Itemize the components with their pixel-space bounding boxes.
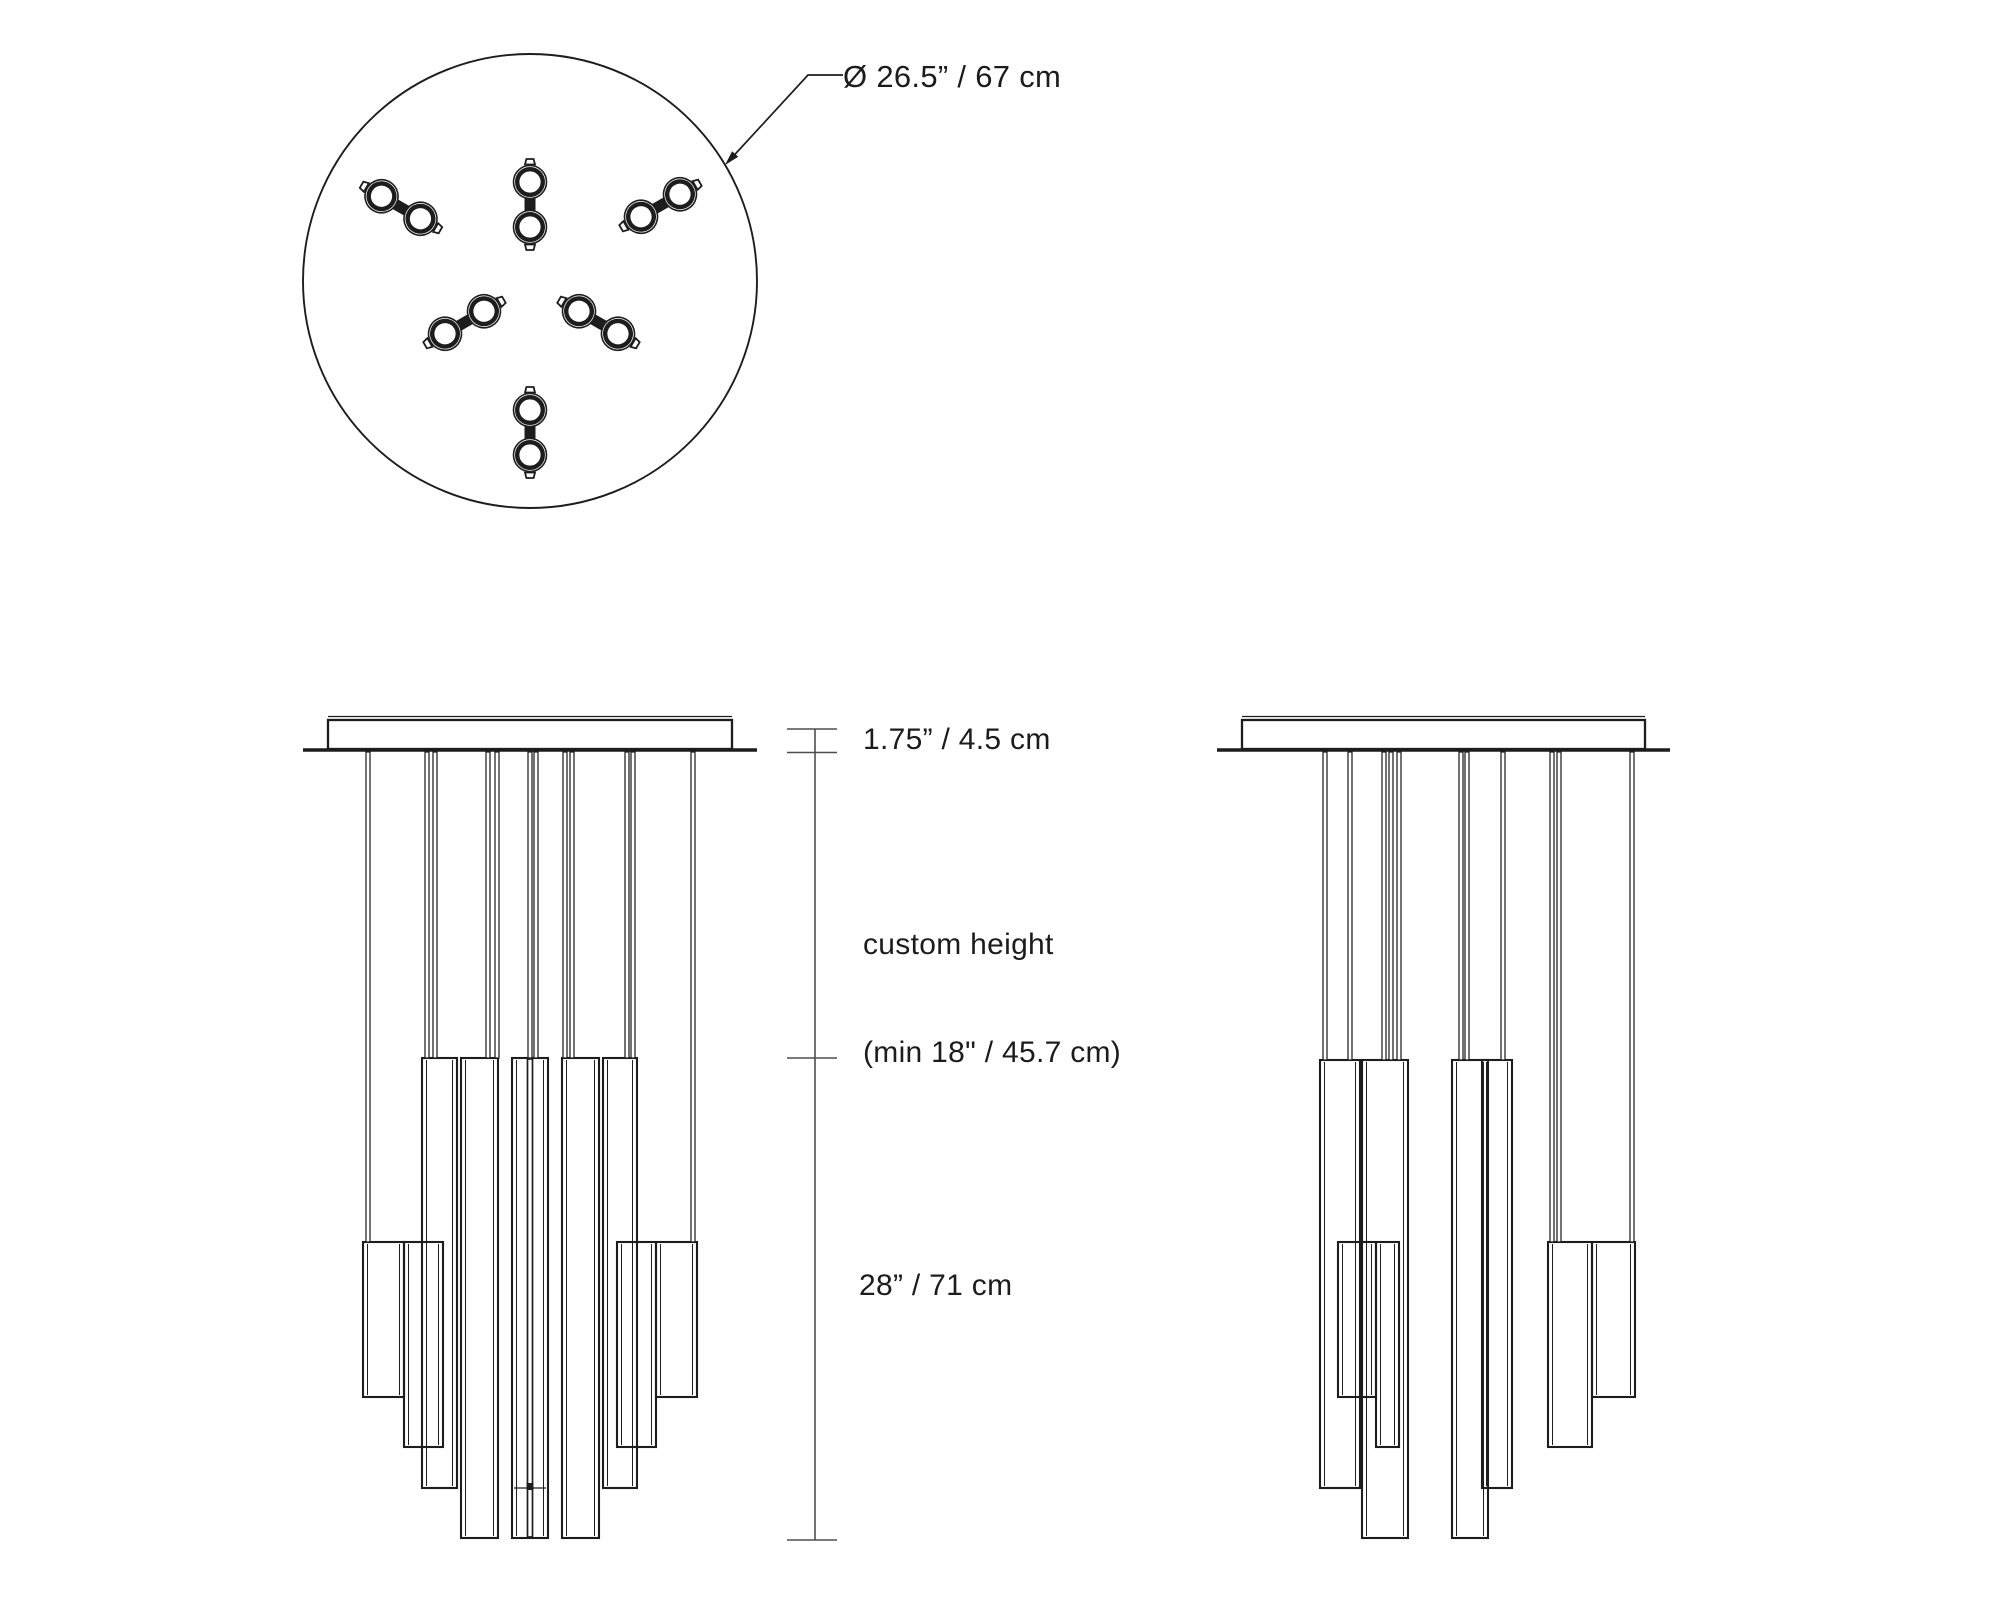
suspension-rod [1459, 752, 1463, 1060]
light-tube [512, 1058, 548, 1538]
suspension-rod [570, 752, 574, 1058]
suspension-rod [691, 752, 695, 1242]
diameter-leader-line [727, 75, 843, 163]
suspension-rod [1323, 752, 1327, 1060]
light-tube [1338, 1242, 1376, 1397]
light-pod [514, 159, 547, 250]
light-tube [603, 1058, 637, 1488]
suspension-rod [625, 752, 629, 1058]
suspension-rod [1465, 752, 1469, 1060]
front-elevation [303, 717, 757, 1539]
light-tube [562, 1058, 599, 1538]
suspension-rod [486, 752, 490, 1058]
suspension-rod [1397, 752, 1401, 1060]
suspension-rod [433, 752, 437, 1058]
suspension-height-label [863, 855, 1121, 1143]
light-tube [363, 1242, 404, 1397]
suspension-rod [1550, 752, 1554, 1242]
suspension-rod [528, 752, 532, 1058]
side-elevation [1217, 717, 1670, 1539]
light-pod [353, 170, 448, 244]
suspension-rod [425, 752, 429, 1058]
light-tube [461, 1058, 498, 1538]
light-tube [1592, 1242, 1635, 1397]
plan-view [303, 54, 843, 508]
suspension-rod [1557, 752, 1561, 1242]
light-tube [1482, 1060, 1512, 1488]
fixture-height-label: 28” / 71 cm [859, 1269, 1013, 1302]
light-tube [1320, 1060, 1360, 1488]
suspension-rod [563, 752, 567, 1058]
light-tube [656, 1242, 697, 1397]
canopy-plate [1242, 720, 1645, 749]
tube-junction [527, 1483, 534, 1490]
suspension-rod [1501, 752, 1505, 1060]
light-tube [404, 1242, 443, 1447]
suspension-rod [1389, 752, 1393, 1060]
suspension-height-line1: custom height [863, 928, 1054, 961]
dimension-annotations [787, 729, 837, 1540]
light-pod [417, 285, 512, 359]
light-tube [1376, 1242, 1399, 1447]
canopy-plate [328, 720, 732, 749]
center-tube-pair [528, 1059, 533, 1537]
light-pod [551, 285, 646, 359]
suspension-rod [1630, 752, 1634, 1242]
suspension-rod [631, 752, 635, 1058]
light-pod [613, 168, 708, 242]
suspension-rod [366, 752, 370, 1242]
light-tube [1548, 1242, 1592, 1447]
suspension-rod [1382, 752, 1386, 1060]
light-pod [514, 387, 547, 478]
suspension-rod [534, 752, 538, 1058]
canopy-height-label: 1.75” / 4.5 cm [863, 723, 1051, 756]
diameter-label: Ø 26.5” / 67 cm [843, 59, 1062, 94]
suspension-rod [1348, 752, 1352, 1060]
light-tube [422, 1058, 457, 1488]
suspension-rod [495, 752, 499, 1058]
light-tube [1362, 1060, 1408, 1538]
suspension-height-line2: (min 18" / 45.7 cm) [863, 1036, 1122, 1069]
